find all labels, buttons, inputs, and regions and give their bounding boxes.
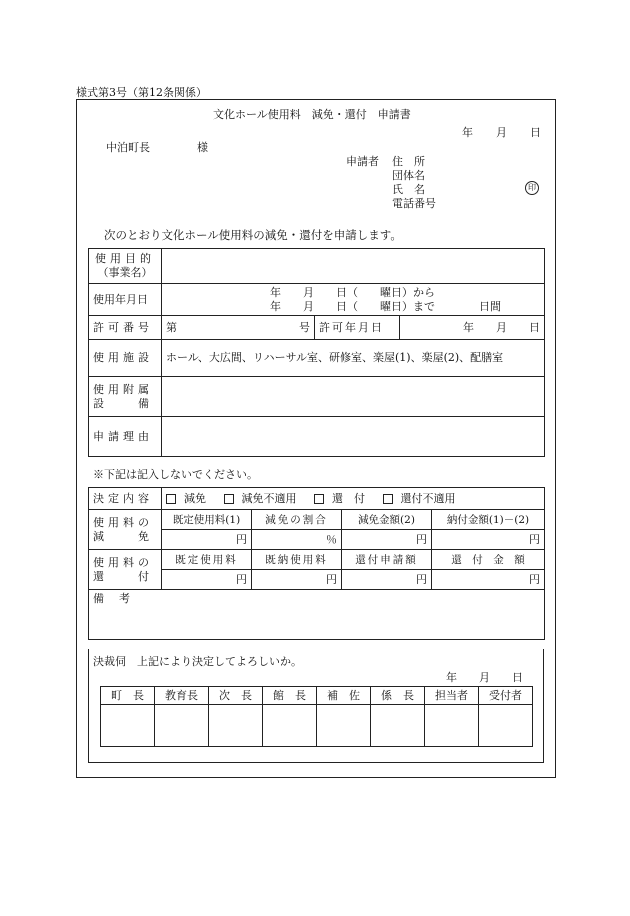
stamp-box-director[interactable] (263, 705, 317, 747)
reduction-value-amount[interactable]: 円 (342, 530, 432, 550)
stamp-box-staff[interactable] (425, 705, 479, 747)
stamp-header-mayor: 町 長 (101, 687, 155, 705)
stamp-box-mayor[interactable] (101, 705, 155, 747)
equipment-label: 使用附属 設 備 (89, 377, 162, 417)
stamp-box-assistant[interactable] (317, 705, 371, 747)
facility-field[interactable]: ホール、大広間、リハーサル室、研修室、楽屋(1)、楽屋(2)、配膳室 (162, 340, 545, 377)
applicant-address: 住 所 (392, 155, 425, 168)
permit-no-suffix: 号 (299, 320, 310, 334)
reduction-header-payment: 納付金額(1)－(2) (432, 510, 545, 530)
dates-line-to: 年 月 日（ 曜日）まで 日間 (270, 299, 501, 313)
checkbox-reduction[interactable] (166, 494, 176, 504)
reason-row (89, 417, 545, 457)
purpose-field[interactable] (162, 249, 545, 284)
notice-text: ※下記は記入しないでください。 (93, 468, 258, 481)
stamp-header-assistant: 補 佐 (317, 687, 371, 705)
reduction-label: 使用料の 減 免 (89, 510, 162, 550)
dates-label: 使用年月日 (89, 284, 162, 316)
purpose-row (89, 249, 545, 284)
reduction-value-base-fee[interactable]: 円 (162, 530, 252, 550)
option-refund: 還 付 (332, 491, 365, 505)
dates-row (89, 284, 545, 316)
permit-no-field[interactable] (162, 316, 315, 340)
reduction-header-base-fee: 既定使用料(1) (162, 510, 252, 530)
seal-mark: 印 (525, 181, 539, 195)
approval-text: 決裁伺 上記により決定してよろしいか。 (93, 655, 302, 668)
remarks-field[interactable] (89, 590, 545, 640)
stamp-box-row (101, 705, 533, 747)
reason-label: 申請理由 (89, 417, 162, 457)
refund-value-requested[interactable]: 円 (342, 570, 432, 590)
remarks-row (89, 590, 545, 640)
applicant-name: 氏 名 (392, 183, 425, 196)
permit-no-prefix: 第 (166, 320, 177, 334)
reduction-header-rate: 減免の割合 (252, 510, 342, 530)
facility-label: 使用施設 (89, 340, 162, 377)
refund-value-paid-fee[interactable]: 円 (252, 570, 342, 590)
addressee-name: 中泊町長 (106, 141, 150, 154)
reduction-header-row (89, 510, 545, 530)
refund-header-base-fee: 既定使用料 (162, 550, 252, 570)
reduction-value-rate[interactable]: ％ (252, 530, 342, 550)
checkbox-refund[interactable] (314, 494, 324, 504)
refund-label: 使用料の 還 付 (89, 550, 162, 590)
stamp-box-chief[interactable] (371, 705, 425, 747)
stamp-header-deputy: 次 長 (209, 687, 263, 705)
equipment-field[interactable] (162, 377, 545, 417)
stamp-header-chief: 係 長 (371, 687, 425, 705)
option-reduction: 減免 (184, 491, 206, 505)
date-month: 月 (496, 126, 507, 139)
refund-header-amount: 還 付 金 額 (432, 550, 545, 570)
refund-header-paid-fee: 既納使用料 (252, 550, 342, 570)
applicant-phone: 電話番号 (392, 197, 436, 210)
intro-text: 次のとおり文化ホール使用料の減免・還付を申請します。 (104, 228, 402, 242)
option-refund-not-applied: 還付不適用 (400, 491, 456, 505)
reduction-value-payment[interactable]: 円 (432, 530, 545, 550)
approval-date: 年 月 日 (446, 671, 523, 684)
decision-options (162, 488, 545, 510)
applicant-label: 申請者 (346, 155, 379, 168)
stamp-box-deputy[interactable] (209, 705, 263, 747)
stamp-box-receptionist[interactable] (479, 705, 533, 747)
application-table (88, 248, 545, 457)
decision-label: 決定内容 (89, 488, 162, 510)
stamp-header-director: 館 長 (263, 687, 317, 705)
stamp-table (100, 686, 533, 747)
purpose-label: 使用目的 （事業名） (89, 249, 162, 284)
facility-row (89, 340, 545, 377)
refund-header-requested: 還付申請額 (342, 550, 432, 570)
refund-value-base-fee[interactable]: 円 (162, 570, 252, 590)
option-reduction-not-applied: 減免不適用 (241, 491, 297, 505)
date-year: 年 (462, 126, 473, 139)
decision-row (89, 488, 545, 510)
dates-field[interactable] (162, 284, 545, 316)
permit-no-label: 許可番号 (89, 316, 162, 340)
addressee-honorific: 様 (197, 141, 208, 154)
stamp-header-staff: 担当者 (425, 687, 479, 705)
stamp-header-receptionist: 受付者 (479, 687, 533, 705)
stamp-header-row (101, 687, 533, 705)
remarks-label: 備 考 (93, 592, 132, 605)
refund-value-amount[interactable]: 円 (432, 570, 545, 590)
reason-field[interactable] (162, 417, 545, 457)
dates-line-from: 年 月 日（ 曜日）から (270, 285, 435, 299)
form-number: 様式第3号（第12条関係） (76, 86, 207, 99)
stamp-header-superintendent: 教育長 (155, 687, 209, 705)
reduction-header-amount: 減免金額(2) (342, 510, 432, 530)
equipment-row (89, 377, 545, 417)
permit-date-field[interactable]: 年 月 日 (400, 316, 545, 340)
date-day: 日 (530, 126, 541, 139)
refund-header-row (89, 550, 545, 570)
stamp-box-superintendent[interactable] (155, 705, 209, 747)
applicant-group: 団体名 (392, 169, 425, 182)
decision-table (88, 487, 545, 640)
checkbox-reduction-not-applied[interactable] (224, 494, 234, 504)
permit-row (89, 316, 545, 340)
checkbox-refund-not-applied[interactable] (383, 494, 393, 504)
form-title: 文化ホール使用料 減免・還付 申請書 (213, 108, 411, 121)
permit-date-label: 許可年月日 (315, 316, 400, 340)
